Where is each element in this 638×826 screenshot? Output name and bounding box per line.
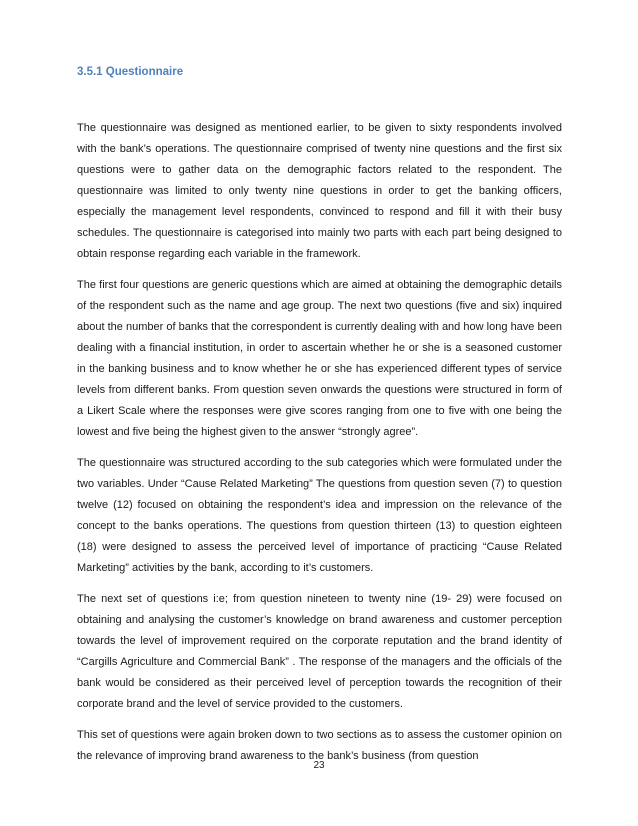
paragraph-5: This set of questions were again broken down to two sections as to assess the customer opinion on the relevance of improving brand awareness to the bank’s business (from question <box>77 729 562 762</box>
body-text <box>77 118 562 777</box>
paragraph-2: The first four questions are generic questions which are aimed at obtaining the demographic details of the respondent such as the name and age group. The next two questions (five and six) inquired about the number of banks that the correspondent is currently dealing with and how long have been dealing with a financial institution, in order to ascertain whether he or she is a seasoned customer in the banking business and to know whether he or she has experienced different types of service levels from different banks. From question seven onwards the questions were structured in form of a Likert Scale where the responses were give scores ranging from one to five with one being the lowest and five being the highest given to the answer “strongly agree”. <box>77 279 562 438</box>
page-number: 23 <box>313 760 325 771</box>
paragraph-4: The next set of questions i:e; from question nineteen to twenty nine (19- 29) were focused on obtaining and analysing the customer’s knowledge on brand awareness and customer perception towards the level of improvement required on the corporate reputation and the brand identity of “Cargills Agriculture and Commercial Bank” . The response of the managers and the officials of the bank would be considered as their perceived level of perception towards the recognition of their corporate brand and the level of service provided to the customers. <box>77 593 562 710</box>
paragraph-1: The questionnaire was designed as mentioned earlier, to be given to sixty respondents involved with the bank’s operations. The questionnaire comprised of twenty nine questions and the first six questions were to gather data on the demographic factors related to the respondent. The questionnaire was limited to only twenty nine questions in order to get the banking officers, especially the management level respondents, convinced to respond and fill it with their busy schedules. The questionnaire is categorised into mainly two parts with each part being designed to obtain response regarding each variable in the framework. <box>77 122 562 260</box>
section-heading: 3.5.1 Questionnaire <box>77 66 184 78</box>
paragraph-3: The questionnaire was structured according to the sub categories which were formulated under the two variables. Under “Cause Related Marketing” The questions from question seven (7) to question twelve (12) focused on obtaining the respondent’s idea and impression on the relevance of the concept to the banks operations. The questions from question thirteen (13) to question eighteen (18) were designed to assess the perceived level of importance of practicing “Cause Related Marketing” activities by the bank, according to it’s customers. <box>77 457 562 574</box>
